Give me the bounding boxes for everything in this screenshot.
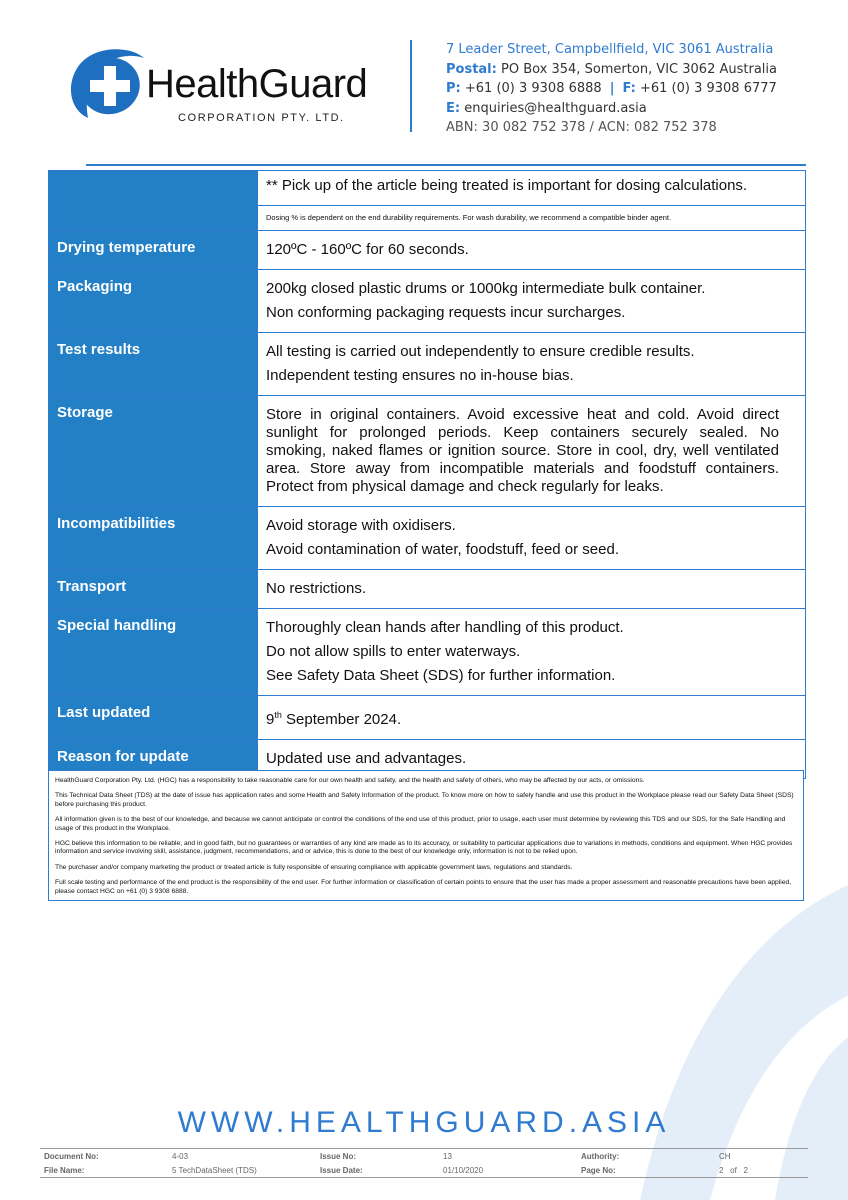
- issue-date-value: 01/10/2020: [443, 1165, 484, 1175]
- reason-for-update-text: Updated use and advantages.: [266, 750, 467, 767]
- spec-table: [48, 170, 806, 779]
- updated-month-year: September 2024.: [281, 711, 402, 728]
- reason-for-update-label: Reason for update: [49, 740, 258, 779]
- page-header: [0, 0, 848, 150]
- fax-number: +61 (0) 3 9308 6777: [639, 81, 777, 96]
- doc-no-value: 4-03: [172, 1151, 189, 1161]
- table-row: [49, 333, 806, 396]
- storage-text: Store in original containers. Avoid excessive heat and cold. Avoid direct sunlight for prolonged periods. Keep containers securely sealed. No smoking, naked flames or ignition source. Store in cool, dry, well ventilated area. Store away from incompatible materials and foodstuff containers. Protect from physical damage and check regularly for leaks.: [266, 406, 779, 495]
- disclaimer-paragraph: This Technical Data Sheet (TDS) at the date of issue has application rates and some Health and Safety Information of the product. To know more on how to safely handle and use this product in the Workplace please read our Safety Data Sheet (SDS) before purchasing this product.: [55, 792, 794, 808]
- table-row: [49, 396, 806, 507]
- contact-block: [446, 40, 777, 138]
- incompatibilities-line: Avoid storage with oxidisers.: [266, 517, 456, 534]
- brand-subtitle: CORPORATION PTY. LTD.: [178, 112, 345, 124]
- drying-value-text: 120ºC - 160ºC for 60 seconds.: [266, 241, 469, 258]
- page-no-label: Page No:: [581, 1165, 616, 1175]
- last-updated-label: Last updated: [49, 696, 258, 740]
- issue-date-label: Issue Date:: [320, 1165, 363, 1175]
- special-handling-line: Do not allow spills to enter waterways.: [266, 643, 521, 660]
- pickup-note-text: ** Pick up of the article being treated is important for dosing calculations.: [266, 177, 748, 194]
- special-handling-label: Special handling: [49, 609, 258, 696]
- postal-label: Postal:: [446, 61, 497, 77]
- transport-text: No restrictions.: [266, 580, 367, 597]
- disclaimer-paragraph: HGC believe this information to be reliable, and in good faith, but no guarantees or warranties of any kind are made as to its accuracy, or suitability to particular applications due to variations in methods, conditions and equipment. When HGC provides information and service involving skill, assistance, judgment, recommendations, and or advice, this is done to the best of our knowledge only, information is not to be relied upon.: [55, 840, 793, 856]
- disclaimer-box: [48, 770, 804, 901]
- table-row: [49, 231, 806, 270]
- incompatibilities-line: Avoid contamination of water, foodstuff, feed or seed.: [266, 541, 620, 558]
- packaging-line: Non conforming packaging requests incur surcharges.: [266, 304, 626, 321]
- medical-cross-logo-icon: [70, 48, 150, 120]
- special-handling-value: [258, 609, 806, 696]
- updated-day-suffix: th: [274, 710, 282, 720]
- drying-value: [258, 231, 806, 270]
- email-link[interactable]: enquiries@healthguard.asia: [464, 100, 647, 116]
- table-row: [49, 270, 806, 333]
- authority-label: Authority:: [581, 1151, 620, 1161]
- test-results-line: Independent testing ensures no in-house bias.: [266, 367, 574, 384]
- contact-separator: |: [609, 81, 615, 96]
- transport-value: [258, 570, 806, 609]
- drying-label: Drying temperature: [49, 231, 258, 270]
- special-handling-line: See Safety Data Sheet (SDS) for further information.: [266, 667, 616, 684]
- test-results-value: [258, 333, 806, 396]
- header-rule: [86, 164, 806, 166]
- incompatibilities-value: [258, 507, 806, 570]
- footer-row: [40, 1163, 808, 1177]
- transport-label: Transport: [49, 570, 258, 609]
- brand-name: HealthGuard: [146, 62, 368, 106]
- table-row: [49, 507, 806, 570]
- postal-address: PO Box 354, Somerton, VIC 3062 Australia: [500, 61, 777, 77]
- row-label-empty: [49, 171, 258, 231]
- street-address: 7 Leader Street, Campbellfield, VIC 3061 Australia: [446, 42, 774, 57]
- phone-number[interactable]: +61 (0) 3 9308 6888: [464, 81, 602, 96]
- packaging-label: Packaging: [49, 270, 258, 333]
- doc-no-label: Document No:: [44, 1151, 99, 1161]
- disclaimer-paragraph: All information given is to the best of our knowledge, and because we cannot anticipate or control the conditions of the end use of this product, prior to usage, each user must determine by reviewing this TDS and our SDS, for the Safe Handling and usage of this product in the Workplace.: [55, 816, 786, 832]
- packaging-value: [258, 270, 806, 333]
- authority-value: CH: [719, 1151, 731, 1161]
- file-name-label: File Name:: [44, 1165, 85, 1175]
- dosing-note: [258, 206, 806, 231]
- storage-label: Storage: [49, 396, 258, 507]
- issue-no-value: 13: [443, 1151, 452, 1161]
- pickup-note: [258, 171, 806, 206]
- test-results-label: Test results: [49, 333, 258, 396]
- storage-value: [258, 396, 806, 507]
- special-handling-line: Thoroughly clean hands after handling of this product.: [266, 619, 624, 636]
- last-updated-text: [266, 706, 779, 729]
- abn-acn: ABN: 30 082 752 378 / ACN: 082 752 378: [446, 120, 717, 135]
- footer-row: [40, 1149, 808, 1163]
- test-results-line: All testing is carried out independently to ensure credible results.: [266, 343, 695, 360]
- page-no-value: [715, 1163, 808, 1177]
- page-current: 2: [719, 1165, 724, 1175]
- updated-day: 9: [266, 711, 275, 728]
- header-divider: [410, 40, 412, 132]
- table-row: [49, 609, 806, 696]
- website-url[interactable]: WWW.HEALTHGUARD.ASIA: [177, 1106, 671, 1139]
- last-updated-value: [258, 696, 806, 740]
- document-footer: [40, 1148, 808, 1178]
- incompatibilities-label: Incompatibilities: [49, 507, 258, 570]
- file-name-value: 5 TechDataSheet (TDS): [172, 1165, 257, 1175]
- packaging-line: 200kg closed plastic drums or 1000kg intermediate bulk container.: [266, 280, 706, 297]
- table-row: [49, 570, 806, 609]
- page-of: of: [730, 1165, 737, 1175]
- fax-label: F:: [622, 81, 636, 96]
- disclaimer-paragraph: The purchaser and/or company marketing the product or treated article is fully responsible of ensuring compliance with applicable government laws, regulations and standards.: [55, 863, 573, 871]
- email-label: E:: [446, 100, 461, 116]
- disclaimer-paragraph: Full scale testing and performance of the end product is the responsibility of the end user. For further information or classification of certain points to ensure that the user has made a proper assessment and reasonable precautions have been applied, please contact HGC on +61 (0) 3 9308 6888.: [55, 879, 792, 895]
- phone-label: P:: [446, 81, 461, 96]
- table-row: [49, 696, 806, 740]
- dosing-note-text: Dosing % is dependent on the end durability requirements. For wash durability, we recommend a compatible binder agent.: [266, 213, 672, 222]
- issue-no-label: Issue No:: [320, 1151, 357, 1161]
- disclaimer-paragraph: HealthGuard Corporation Pty. Ltd. (HGC) has a responsibility to take reasonable care for our own health and safety, and the health and safety of others, who may be affected by our acts, or omissions.: [55, 777, 645, 784]
- page-total: 2: [743, 1165, 748, 1175]
- table-row: [49, 171, 806, 206]
